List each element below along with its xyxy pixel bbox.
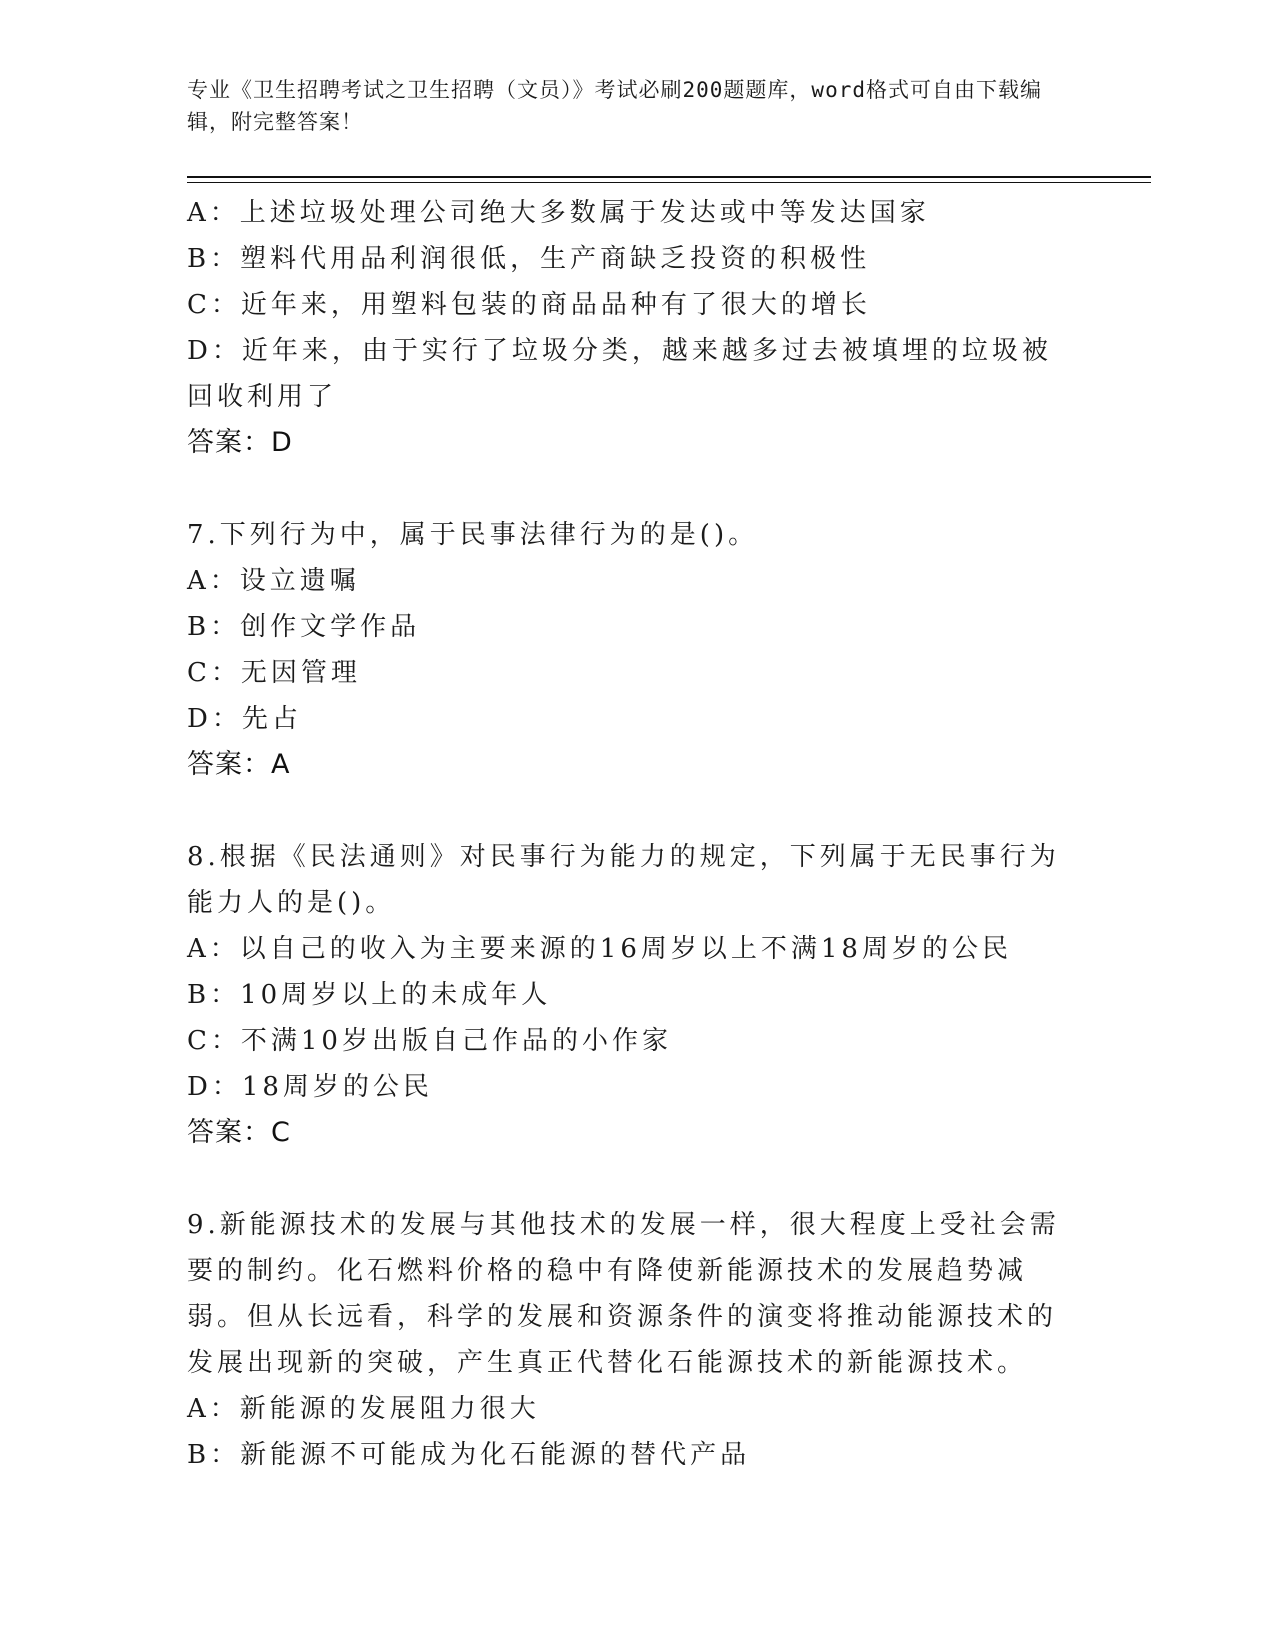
question-stem: 7.下列行为中，属于民事法律行为的是()。 [187,520,759,550]
answer-label: 答案：D [187,427,293,458]
option-b: B：创作文学作品 [187,612,421,642]
question-item [187,190,1077,466]
option-a: A：设立遗嘱 [187,566,360,596]
option-a: A：上述垃圾处理公司绝大多数属于发达或中等发达国家 [187,198,930,228]
option-d: D：18周岁的公民 [187,1072,433,1102]
answer-label: 答案：A [187,749,291,780]
question-item [187,512,1077,788]
option-b: B：新能源不可能成为化石能源的替代产品 [187,1440,751,1470]
option-b: B：塑料代用品利润很低，生产商缺乏投资的积极性 [187,244,871,274]
question-list [187,190,1077,1478]
option-c: C：近年来，用塑料包装的商品品种有了很大的增长 [187,290,871,320]
question-stem: 8.根据《民法通则》对民事行为能力的规定，下列属于无民事行为能力人的是()。 [187,842,1060,918]
option-d: D：近年来，由于实行了垃圾分类，越来越多过去被填埋的垃圾被回收利用了 [187,336,1052,412]
question-stem: 9.新能源技术的发展与其他技术的发展一样，很大程度上受社会需要的制约。化石燃料价格的稳中有降使新能源技术的发展趋势减弱。但从长远看，科学的发展和资源条件的演变将推动能源技术的发展出现新的突破，产生真正代替化石能源技术的新能源技术。 [187,1210,1060,1378]
question-item [187,1202,1077,1478]
option-a: A：以自己的收入为主要来源的16周岁以上不满18周岁的公民 [187,934,1012,964]
option-d: D：先占 [187,704,302,734]
option-c: C：不满10岁出版自己作品的小作家 [187,1026,672,1056]
option-a: A：新能源的发展阻力很大 [187,1394,540,1424]
option-c: C：无因管理 [187,658,361,688]
question-item [187,834,1077,1156]
header-divider-thin [187,182,1151,183]
header-divider-thick [187,176,1151,178]
answer-label: 答案：C [187,1117,291,1148]
option-b: B：10周岁以上的未成年人 [187,980,552,1010]
document-header: 专业《卫生招聘考试之卫生招聘（文员）》考试必刷200题题库，word格式可自由下载编辑，附完整答案！ [187,78,1042,134]
